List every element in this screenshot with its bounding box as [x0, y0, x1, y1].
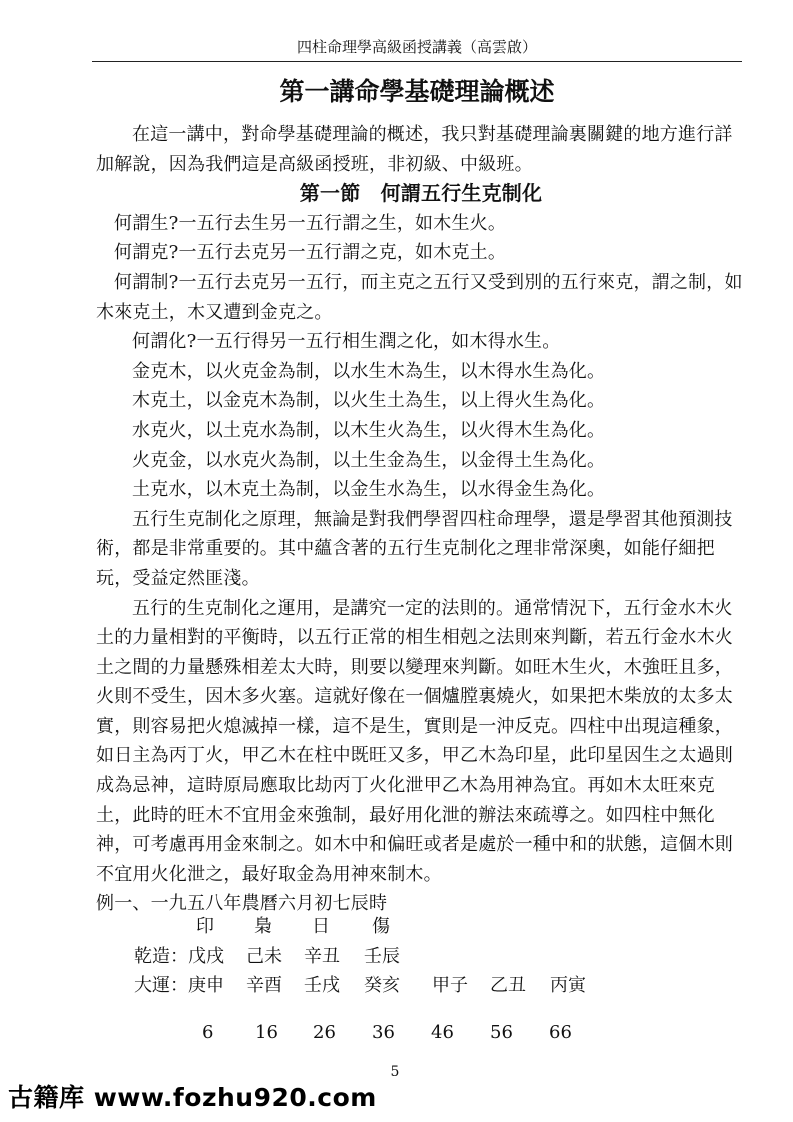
definition-sheng: 何謂生?一五行去生另一五行謂之生，如木生火。	[114, 212, 507, 234]
luck-age: 56	[490, 1021, 513, 1043]
lecture-title: 第一講命學基礎理論概述	[279, 77, 555, 106]
luck-age: 46	[431, 1021, 454, 1043]
ten-god: 印	[196, 916, 214, 937]
definition-ke: 何謂克?一五行去克另一五行謂之克，如木克土。	[114, 242, 507, 264]
ten-gods-row	[96, 912, 746, 942]
example-line: 水克火，以土克水為制，以木生火為生，以火得木生為化。	[132, 419, 606, 441]
natal-pillar: 辛丑	[304, 945, 340, 967]
example-line: 木克土，以金克木為制，以火生土為生，以上得火生為化。	[132, 390, 606, 412]
luck-pillar: 壬戌	[304, 975, 340, 997]
ten-god: 傷	[372, 916, 390, 937]
example-line: 土克水，以木克土為制，以金生水為生，以水得金生為化。	[132, 479, 606, 501]
luck-age: 36	[372, 1021, 395, 1043]
luck-age: 26	[313, 1021, 336, 1043]
example-line: 火克金，以水克火為制，以土生金為生，以金得土生為化。	[132, 449, 606, 471]
luck-age: 66	[549, 1021, 572, 1043]
luck-pillar: 丙寅	[550, 975, 586, 997]
example-case-chart	[96, 912, 746, 1047]
example-line: 金克木，以火克金為制，以水生木為生，以木得水生為化。	[132, 360, 606, 382]
luck-label: 大運：	[134, 975, 188, 997]
natal-pillar: 壬辰	[364, 945, 400, 967]
luck-ages-row	[96, 1018, 746, 1048]
natal-label: 乾造：	[134, 945, 188, 967]
application-paragraph: 五行的生克制化之運用，是講究一定的法則的。通常情況下，五行金水木火土的力量相對的平衡時，以五行正常的相生相剋之法則來判斷，若五行金水木火土之間的力量懸殊相差太大時，則要以變理來判斷。如旺木生火，木強旺且多，火則不受生，因木多火塞。這就好像在一個爐膛裏燒火，如果把木柴放的太多太實，則容易把火熄滅掉一樣，這不是生，實則是一沖反克。四柱中出現這種象，如日主為丙丁火，甲乙木在柱中既旺又多，甲乙木為印星，此印星因生之太過則成為忌神，這時原局應取比劫丙丁火化泄甲乙木為用神為宜。再如木太旺來克土，此時的旺木不宜用金來強制，最好用化泄的辦法來疏導之。如四柱中無化神，可考慮再用金來制之。如木中和偏旺或者是處於一種中和的狀態，這個木則不宜用火化泄之，最好取金為用神來制木。	[96, 597, 733, 885]
luck-pillar: 乙丑	[490, 975, 526, 997]
luck-pillar: 辛酉	[246, 975, 282, 997]
definition-zhi: 何謂制?一五行去克另一五行，而主克之五行又受到別的五行來克，謂之制，如木來克土，木又遭到金克之。	[96, 271, 743, 323]
site-watermark: 古籍库 www.fozhu920.com	[8, 1083, 377, 1112]
natal-pillar: 戊戌	[188, 945, 224, 967]
definition-hua: 何謂化?一五行得另一五行相生潤之化，如木得水生。	[132, 331, 561, 353]
luck-age: 16	[255, 1021, 278, 1043]
luck-pillar: 庚申	[188, 975, 224, 997]
natal-chart-row	[96, 942, 746, 972]
intro-paragraph: 在這一講中，對命學基礎理論的概述，我只對基礎理論裏關鍵的地方進行詳加解說，因為我們這是高級函授班，非初級、中級班。	[96, 124, 733, 175]
running-header: 四柱命理學高級函授講義（高雲啟）	[296, 38, 537, 56]
ten-god: 梟	[254, 916, 272, 937]
header-divider	[92, 61, 742, 62]
section-title: 第一節 何謂五行生克制化	[299, 181, 543, 206]
page-number: 5	[390, 1064, 400, 1080]
luck-cycle-row	[96, 971, 746, 1001]
example-case-heading: 例一、一九五八年農曆六月初七辰時	[96, 893, 388, 915]
body-text	[96, 120, 746, 919]
principle-paragraph: 五行生克制化之原理，無論是對我們學習四柱命理學，還是學習其他預測技術，都是非常重要的。其中蘊含著的五行生克制化之理非常深奧，如能仔細把玩，受益定然匪淺。	[96, 508, 733, 589]
ten-god: 日	[312, 916, 330, 937]
luck-pillar: 癸亥	[364, 975, 400, 997]
luck-age: 6	[202, 1021, 214, 1043]
luck-pillar: 甲子	[432, 975, 468, 997]
natal-pillar: 己未	[246, 945, 282, 967]
